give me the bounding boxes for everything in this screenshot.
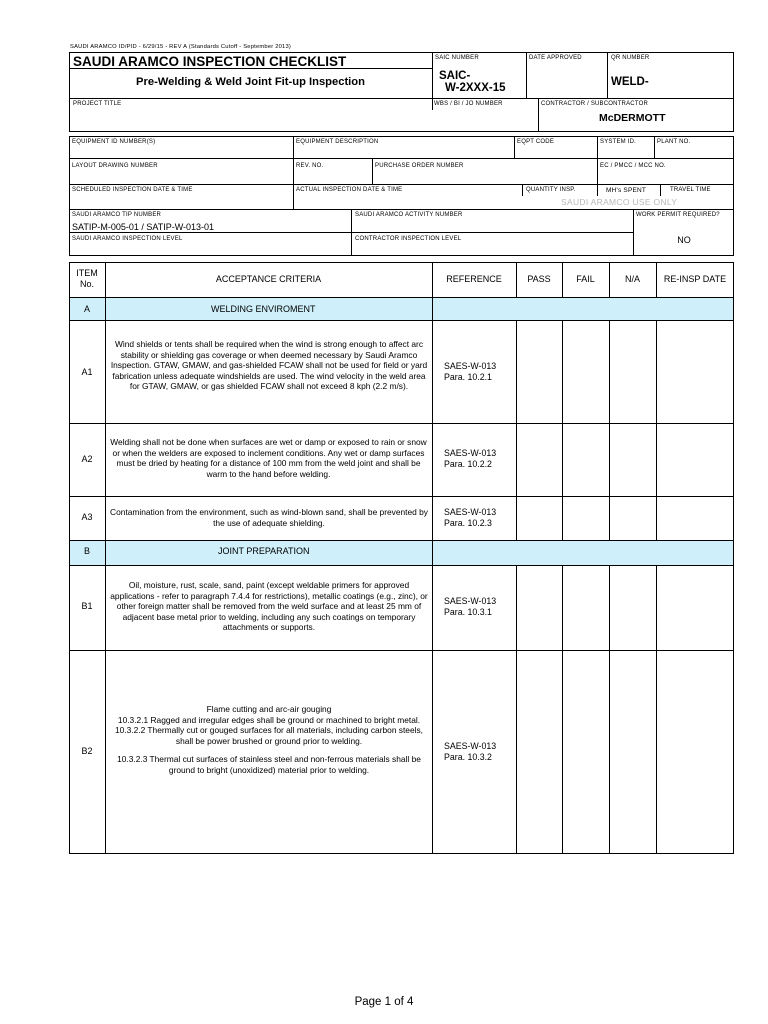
ec-pmcc-label: EC / PMCC / MCC NO.	[600, 163, 666, 169]
tip-number-label: SAUDI ARAMCO TIP NUMBER	[72, 212, 162, 218]
row-a1-criteria: Wind shields or tents shall be required when the wind is strong enough to affect arc stability or shielding gas coverage or when deemed necessary by Saudi Aramco Inspection. GTAW, GMAW, and gas-shielded FCAW shall not be used for field or yard fabrication unless adequate windshields are used. The wind velocity in the weld area for GTAW, GMAW, or gas shielded FCAW shall not exceed 8 kph (2.2 m/s).	[110, 339, 428, 392]
inspection-level-label: SAUDI ARAMCO INSPECTION LEVEL	[72, 236, 183, 242]
row-a3-reference: SAES-W-013 Para. 10.2.3	[444, 507, 497, 528]
header-na: N/A	[624, 274, 640, 284]
saudi-aramco-use-only: SAUDI ARAMCO USE ONLY	[561, 197, 678, 207]
section-a-item: A	[83, 304, 90, 314]
row-a1-reference: SAES-W-013 Para. 10.2.1	[444, 361, 497, 382]
rev-no-label: REV. NO.	[296, 163, 324, 169]
row-b2-item: B2	[81, 746, 93, 756]
section-b-item: B	[83, 546, 90, 556]
row-a3-criteria: Contamination from the environment, such as wind-blown sand, shall be prevented by the use of adequate shielding.	[110, 507, 428, 528]
header-reinsp-date: RE-INSP DATE	[663, 274, 727, 284]
travel-time-label: TRAVEL TIME	[670, 187, 711, 193]
tip-number-value: SATIP-M-005-01 / SATIP-W-013-01	[72, 222, 215, 232]
scheduled-date-label: SCHEDULED INSPECTION DATE & TIME	[72, 187, 193, 193]
row-a2-item: A2	[81, 454, 93, 464]
layout-drawing-label: LAYOUT DRAWING NUMBER	[72, 163, 158, 169]
section-a-title: WELDING ENVIROMENT	[211, 304, 316, 314]
header-pass: PASS	[527, 274, 551, 284]
equipment-description-label: EQUIPMENT DESCRIPTION	[296, 139, 379, 145]
quantity-insp-label: QUANTITY INSP.	[526, 187, 576, 193]
qr-number-label: QR NUMBER	[611, 55, 650, 61]
purchase-order-label: PURCHASE ORDER NUMBER	[375, 163, 464, 169]
section-b-title: JOINT PREPARATION	[218, 546, 310, 556]
header-item-no: ITEM No.	[76, 268, 98, 289]
row-b1-reference: SAES-W-013 Para. 10.3.1	[444, 596, 497, 617]
equipment-id-label: EQUIPMENT ID NUMBER(S)	[72, 139, 156, 145]
actual-date-label: ACTUAL INSPECTION DATE & TIME	[296, 187, 403, 193]
qr-number-value: WELD-	[611, 76, 649, 88]
checklist-title: SAUDI ARAMCO INSPECTION CHECKLIST	[73, 54, 347, 69]
plant-no-label: PLANT NO.	[657, 139, 691, 145]
row-b2-criteria: Flame cutting and arc-air gouging 10.3.2.1 Ragged and irregular edges shall be ground or machined to bright metal. 10.3.2.2 Thermally cut or gouged surfaces for all materials, including carbon steels, shall be power brushed or ground prior to welding. 10.3.2.3 Thermal cut surfaces of stainless steel and non-ferrous materials shall be ground to bright (unoxidized) material prior to welding.	[114, 704, 424, 775]
contractor-inspection-label: CONTRACTOR INSPECTION LEVEL	[355, 236, 462, 242]
row-a1-item: A1	[81, 367, 93, 377]
wbs-label: WBS / BI / JO NUMBER	[434, 101, 503, 107]
row-a3-item: A3	[81, 512, 93, 522]
contractor-value: McDERMOTT	[599, 112, 666, 124]
header-fail: FAIL	[576, 274, 595, 284]
contractor-label: CONTRACTOR / SUBCONTRACTOR	[541, 101, 648, 107]
system-id-label: SYSTEM ID.	[600, 139, 637, 145]
saic-number-value: SAIC- W-2XXX-15	[439, 70, 506, 94]
page-number: Page 1 of 4	[354, 996, 414, 1008]
date-approved-label: DATE APPROVED	[529, 55, 582, 61]
row-a2-reference: SAES-W-013 Para. 10.2.2	[444, 448, 497, 469]
saic-number-label: SAIC NUMBER	[435, 55, 479, 61]
activity-number-label: SAUDI ARAMCO ACTIVITY NUMBER	[355, 212, 463, 218]
document-header-line: SAUDI ARAMCO ID/PID - 6/29/15 - REV A (Standards Cutoff - September 2013)	[70, 44, 292, 50]
checklist-subtitle: Pre-Welding & Weld Joint Fit-up Inspection	[136, 76, 365, 88]
mh-spent-label: MH's SPENT	[606, 187, 647, 194]
eqpt-code-label: EQPT CODE	[517, 139, 555, 145]
work-permit-value: NO	[677, 235, 691, 245]
project-title-label: PROJECT TITLE	[73, 101, 122, 107]
header-reference: REFERENCE	[446, 274, 502, 284]
row-b2-reference: SAES-W-013 Para. 10.3.2	[444, 741, 497, 762]
row-a2-criteria: Welding shall not be done when surfaces are wet or damp or exposed to rain or snow or when the welders are exposed to inclement conditions. Any wet or damp surfaces must be dried by heating for a distance of 100 mm from the weld joint and shall be warm to the hand before welding.	[110, 437, 427, 479]
row-b1-item: B1	[81, 601, 93, 611]
work-permit-label: WORK PERMIT REQUIRED?	[636, 212, 720, 218]
header-acceptance-criteria: ACCEPTANCE CRITERIA	[215, 274, 322, 284]
row-b1-criteria: Oil, moisture, rust, scale, sand, paint (except weldable primers for approved applications - refer to paragraph 7.4.4 for restrictions), metallic coatings (e.g., zinc), or other foreign matter shall be removed from the weld surface and at least 25 mm of adjacent base metal prior to welding, including any such coatings on temporary attachments or supports.	[110, 580, 428, 633]
